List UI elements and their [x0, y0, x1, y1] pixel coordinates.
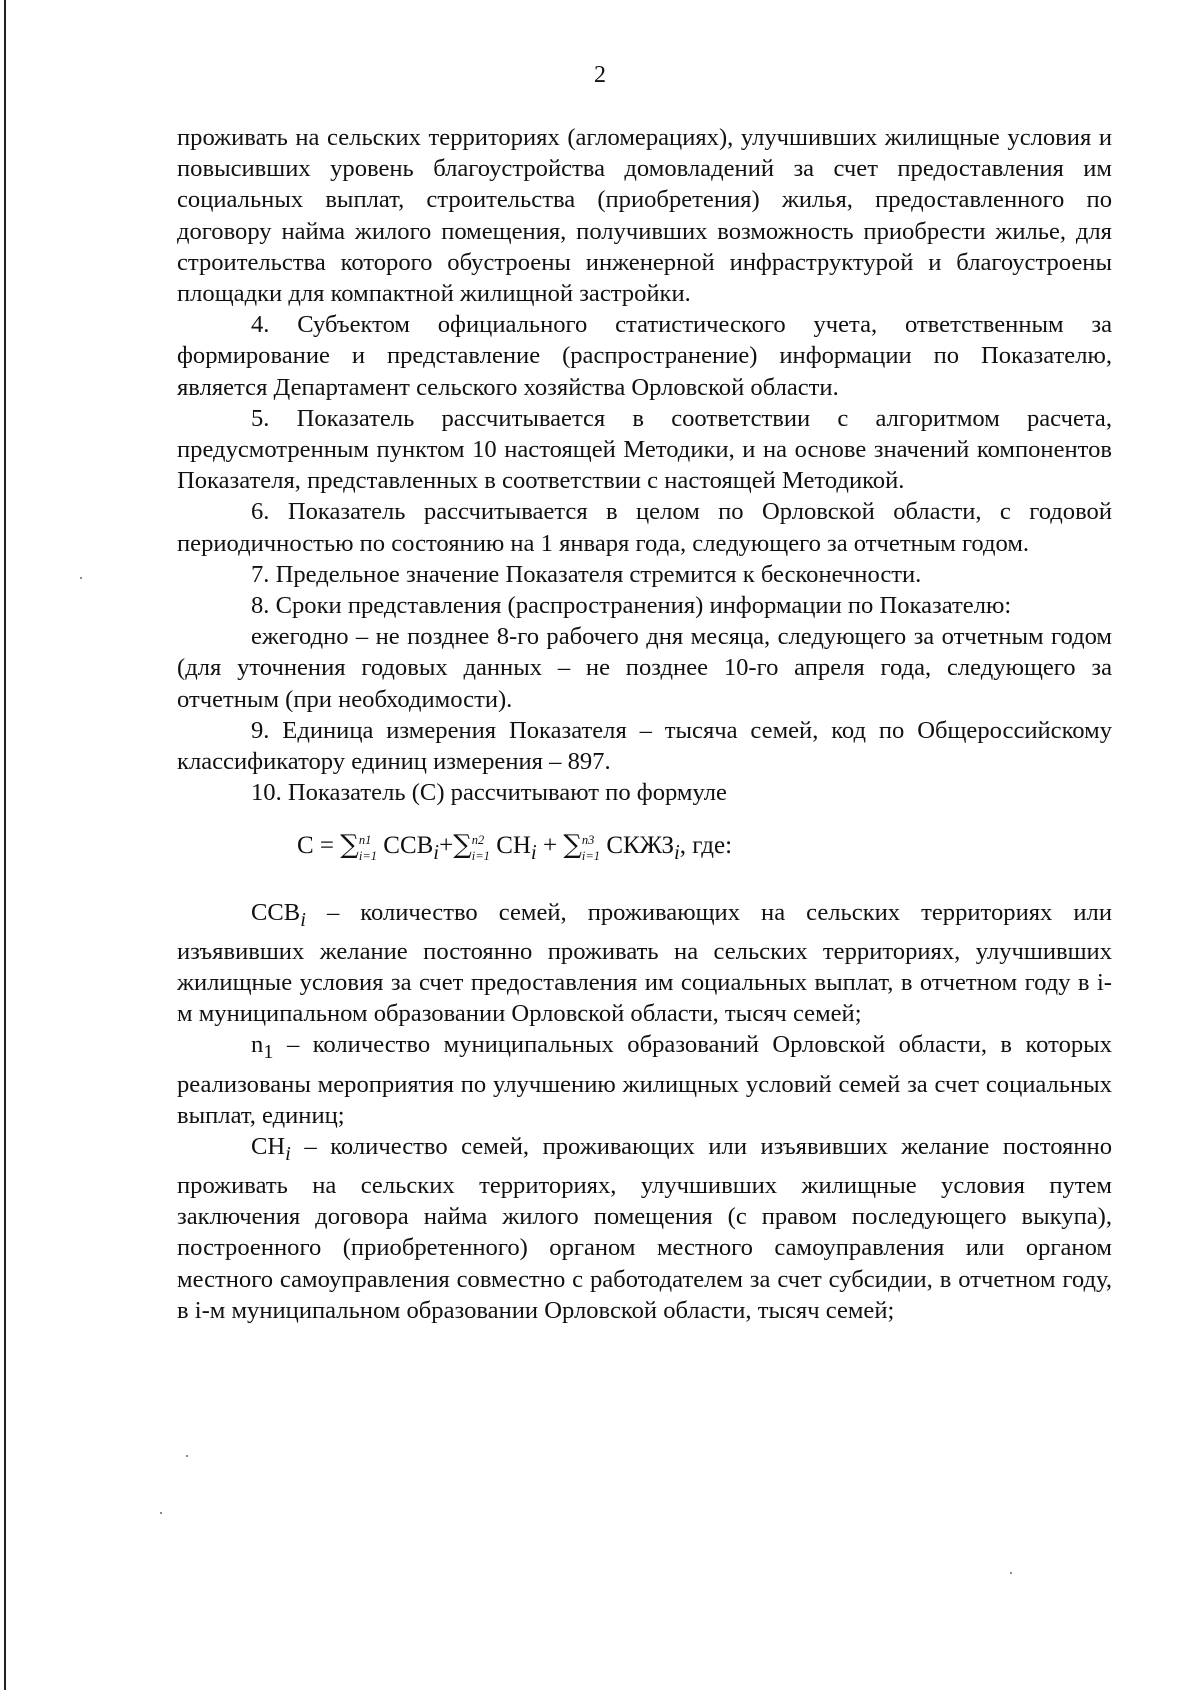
formula-term-ckzz: СКЖЗ [606, 832, 674, 860]
formula-tail: , где: [679, 832, 733, 860]
formula [177, 830, 1112, 868]
formula-plus-1: + [439, 832, 454, 860]
paragraph-continuation: проживать на сельских территориях (агломерациях), улучшивших жилищные условия и повысивших уровень благоустройства домовладений за счет предоставления им социальных выплат, строительства (приобретения) жилья, предоставленного по договору найма жилого помещения, получивших возможность приобрести жилье, для строительства которого обустроены инженерной инфраструктурой и благоустроены площадки для компактной жилищной застройки. [177, 124, 1112, 308]
formula-term-ch: СН [496, 832, 531, 860]
scan-edge-line [4, 0, 6, 1690]
sum-sign-3: ∑ [563, 830, 582, 861]
sum-limits-1: n1 i=1 [358, 832, 378, 863]
formula-term-ccb: ССВ [383, 832, 434, 860]
paragraph-item-8: 8. Сроки представления (распространения) информации по Показателю: [251, 592, 1012, 620]
formula-plus-2: + [536, 832, 564, 860]
formula-term-ch-index: i [530, 840, 537, 865]
formula-term-ccb-index: i [433, 840, 440, 865]
paragraph-item-7: 7. Предельное значение Показателя стремится к бесконечности. [251, 560, 922, 588]
sum-sign-1: ∑ [340, 830, 359, 861]
paragraph-item-10: 10. Показатель (С) рассчитывают по формуле [251, 779, 727, 807]
scan-speck [80, 577, 82, 579]
scan-speck [1010, 1572, 1012, 1574]
paragraph-item-4: 4. Субъектом официального статистического учета, ответственным за формирование и представление (распространение) информации по Показателю, является Департамент сельского хозяйства Орловской области. [177, 311, 1112, 401]
scan-speck [160, 1512, 162, 1514]
sum-sign-2: ∑ [453, 830, 472, 861]
definition-ccb: $ССВ_i$ – количество семей, проживающих на сельских территориях или изъявивших желание постоянно проживать на сельских территориях, улучшивших жилищные условия за счет предоставления им социальных выплат, в отчетном году в i-м муниципальном образовании Орловской области, тысяч семей; [177, 898, 1112, 1028]
formula-lhs: С = [297, 832, 335, 860]
definition-n1: $n_1$ – количество муниципальных образований Орловской области, в которых реализованы мероприятия по улучшению жилищных условий семей за счет социальных выплат, единиц; [177, 1031, 1112, 1129]
sum-limits-2: n2 i=1 [471, 832, 490, 863]
definition-ch: $СН_i$ – количество семей, проживающих или изъявивших желание постоянно проживать на сельских территориях, улучшивших жилищные условия путем заключения договора найма жилого помещения (с правом последующего выкупа), построенного (приобретенного) органом местного самоуправления или органом местного самоуправления совместно с работодателем за счет субсидии, в отчетном году, в i-м муниципальном образовании Орловской области, тысяч семей; [177, 1132, 1112, 1324]
page-number: 2 [594, 62, 606, 88]
document-body [177, 122, 1112, 1326]
sum-limits-3: n3 i=1 [581, 832, 601, 863]
paragraph-item-6: 6. Показатель рассчитывается в целом по Орловской области, с годовой периодичностью по состоянию на 1 января года, следующего за отчетным годом. [177, 498, 1112, 557]
paragraph-item-9: 9. Единица измерения Показателя – тысяча семей, код по Общероссийскому классификатору единиц измерения – 897. [177, 716, 1112, 776]
scan-speck [186, 1455, 188, 1457]
paragraph-item-8-detail: ежегодно – не позднее 8-го рабочего дня месяца, следующего за отчетным годом (для уточнения годовых данных – не позднее 10-го апреля года, следующего за отчетным (при необходимости). [177, 623, 1112, 713]
formula-term-ckzz-index: i [673, 840, 680, 865]
paragraph-item-5: 5. Показатель рассчитывается в соответствии с алгоритмом расчета, предусмотренным пунктом 10 настоящей Методики, и на основе значений компонентов Показателя, представленных в соответствии с настоящей Методикой. [177, 404, 1112, 495]
